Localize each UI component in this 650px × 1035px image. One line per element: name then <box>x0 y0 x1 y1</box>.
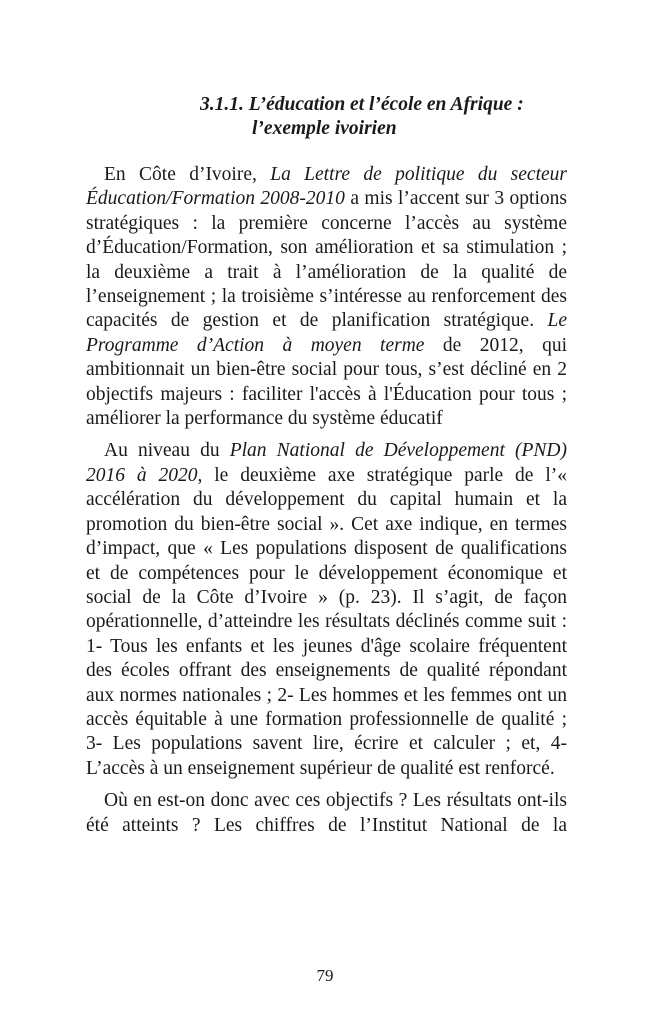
paragraph-2-text-b: , le deuxième axe stratégique parle de l’« accélération du développement du capital humain et la promotion du bien-être social ». Cet axe indique, en termes d’impact, que « Les populations disposent de qualifications et de compétences pour le développement économique et social de la Côte d’Ivoire » (p. 23). Il s’agit, de façon opérationnelle, d’atteindre les résultats déclinés comme suit : 1- Tous les enfants et les jeunes d'âge scolaire fréquentent des écoles offrant des enseignements de qualité répondant aux normes nationales ; 2- Les hommes et les femmes ont un accès équitable à une formation professionnelle de qualité ; 3- Les populations savent lire, écrire et calculer ; et, 4- L’accès à un enseignement supérieur de qualité est renforcé. <box>86 464 567 779</box>
paragraph-1-text-b: a mis l’accent sur 3 options stratégiques : la première concerne l’accès au système d’Éducation/Formation, son amélioration et sa stimulation ; la deuxième a trait à l’amélioration de la qualité de l’enseignement ; la troisième s’intéresse au renforcement des capacités de gestion et de planification stratégique. <box>86 188 567 332</box>
paragraph-2 <box>86 439 567 781</box>
paragraph-2-text-a: Au niveau du <box>104 440 230 462</box>
paragraph-1-text-a: En Côte d’Ivoire, <box>104 164 271 185</box>
section-heading <box>200 93 580 141</box>
paragraph-3 <box>86 789 567 838</box>
paragraph-3-text: Où en est-on donc avec ces objectifs ? Les résultats ont-ils été atteints ? Les chiffres de l’Institut National de la <box>86 790 567 836</box>
paragraph-1-title-lettre: La Lettre de politique du secteur Éducation/Formation 2008-2010 <box>86 164 567 210</box>
body-text <box>86 163 567 846</box>
paragraph-2-title-pnd: Plan National de Développement (PND) 2016 à 2020 <box>86 440 568 486</box>
paragraph-1 <box>86 163 567 431</box>
paragraph-1-text-c: de 2012, qui ambitionnait un bien-être social pour tous, s’est décliné en 2 objectifs majeurs : faciliter l'accès à l'Éducation pour tous ; améliorer la performance du système éducatif <box>86 334 567 430</box>
page-number: 79 <box>316 966 334 985</box>
section-heading-line-2: l’exemple ivoirien <box>252 118 397 139</box>
section-heading-line-1: 3.1.1. L’éducation et l’école en Afrique : <box>200 94 524 115</box>
paragraph-1-title-programme: Le Programme d’Action à moyen terme <box>86 310 567 356</box>
